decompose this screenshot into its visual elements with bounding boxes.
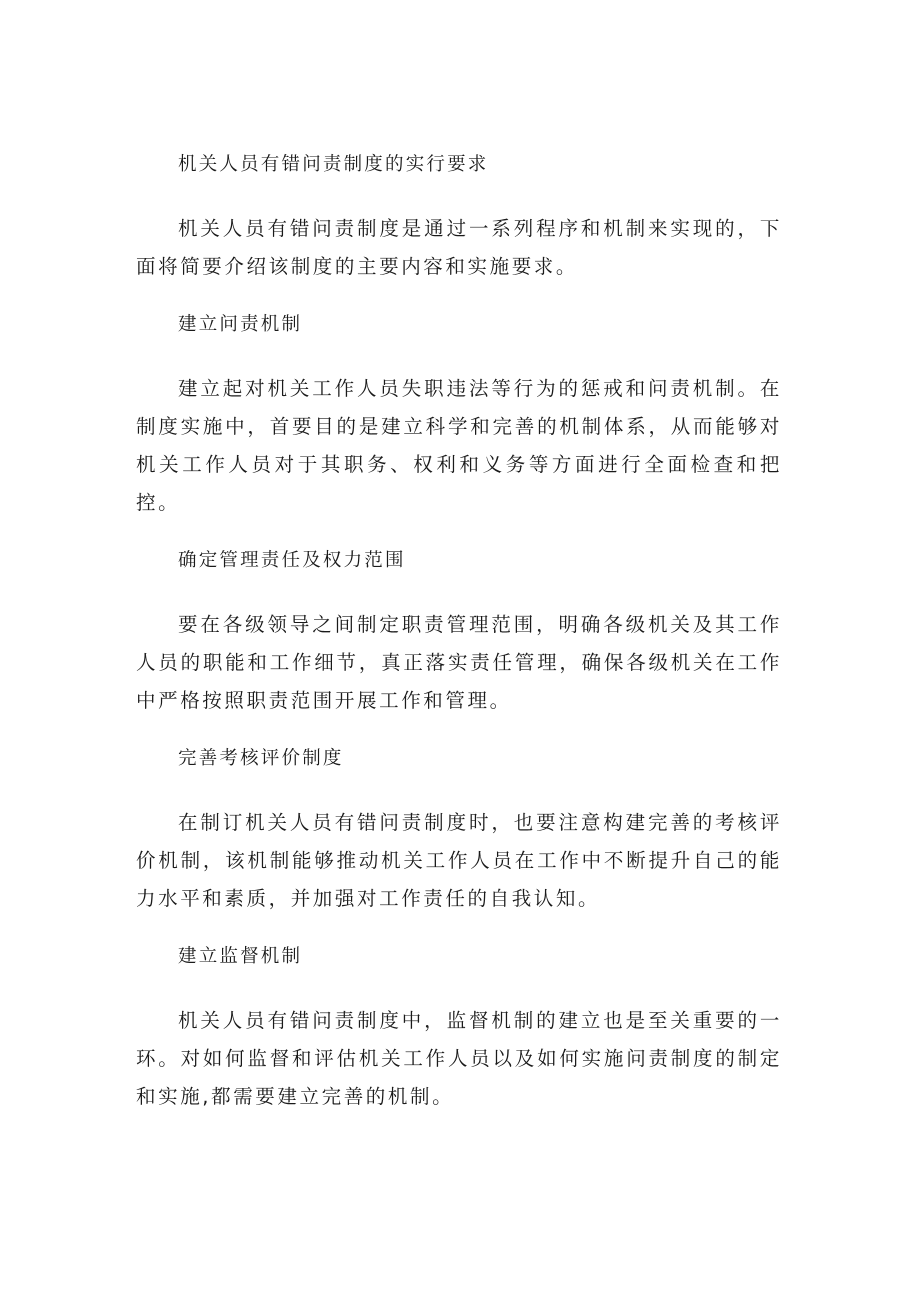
section-body: 机关人员有错问责制度中，监督机制的建立也是至关重要的一环。对如何监督和评估机关工作人员以及如何实施问责制度的制定和实施,都需要建立完善的机制。	[136, 1009, 782, 1108]
section-heading: 建立问责机制	[178, 314, 303, 335]
section-body: 要在各级领导之间制定职责管理范围，明确各级机关及其工作人员的职能和工作细节，真正落实责任管理，确保各级机关在工作中严格按照职责范围开展工作和管理。	[136, 613, 782, 712]
section-accountability	[136, 310, 782, 522]
section-heading: 建立监督机制	[178, 946, 303, 967]
document-content	[136, 150, 782, 1140]
section-body: 建立起对机关工作人员失职违法等行为的惩戒和问责机制。在制度实施中，首要目的是建立科学和完善的机制体系，从而能够对机关工作人员对于其职务、权利和义务等方面进行全面检查和把控。	[136, 377, 782, 514]
section-evaluation	[136, 744, 782, 918]
section-heading: 完善考核评价制度	[178, 748, 344, 769]
intro-paragraph: 机关人员有错问责制度是通过一系列程序和机制来实现的，下面将简要介绍该制度的主要内容和实施要求。	[136, 217, 782, 278]
document-title: 机关人员有错问责制度的实行要求	[178, 154, 489, 175]
section-body: 在制订机关人员有错问责制度时，也要注意构建完善的考核评价机制，该机制能够推动机关工作人员在工作中不断提升自己的能力水平和素质，并加强对工作责任的自我认知。	[136, 811, 782, 910]
section-responsibility	[136, 546, 782, 720]
section-supervision	[136, 942, 782, 1116]
section-heading: 确定管理责任及权力范围	[178, 550, 406, 571]
